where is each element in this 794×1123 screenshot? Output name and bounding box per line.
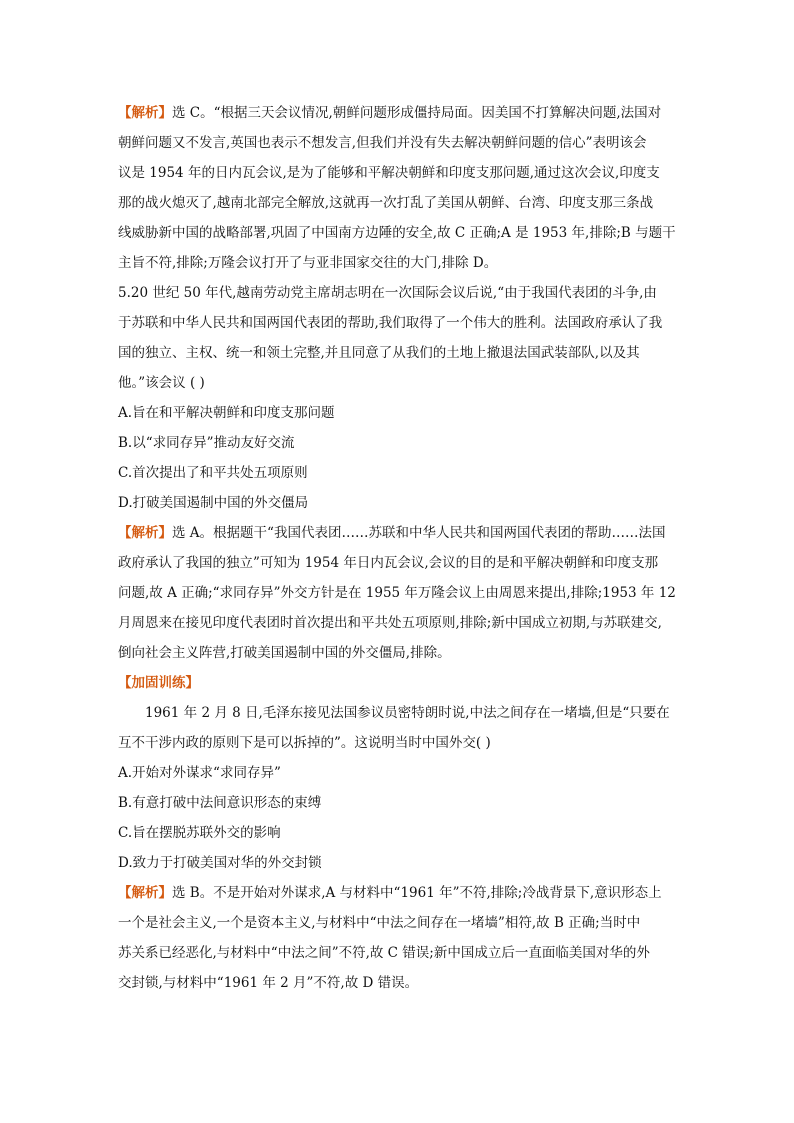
question-stem-line: 他。”该会议 ( )	[118, 375, 205, 391]
option-a: A.开始对外谋求“求同存异”	[118, 765, 281, 781]
text-line: 主旨不符,排除;万隆会议打开了与亚非国家交往的大门,排除 D。	[118, 255, 498, 271]
text-span: 选 C。“根据三天会议情况,朝鲜问题形成僵持局面。因美国不打算解决问题,法国对	[172, 105, 662, 121]
text-line	[118, 98, 680, 128]
text-line: 交封锁,与材料中“1961 年 2 月”不符,故 D 错误。	[118, 975, 419, 991]
reinforce-tag: 【加固训练】	[118, 675, 199, 691]
option-d: D.致力于打破美国对华的外交封锁	[118, 855, 322, 871]
analysis-tag: 【解析】	[118, 885, 172, 901]
text-line: 议是 1954 年的日内瓦会议,是为了能够和平解决朝鲜和印度支那问题,通过这次会议,印度支	[118, 165, 660, 181]
analysis-block-2	[118, 518, 680, 668]
text-line	[118, 878, 680, 908]
analysis-tag: 【解析】	[118, 525, 172, 541]
text-span: 选 B。不是开始对外谋求,A 与材料中“1961 年”不符,排除;冷战背景下,意识形态上	[172, 885, 662, 901]
text-line: 月周恩来在接见印度代表团时首次提出和平共处五项原则,排除;新中国成立初期,与苏联建交,	[118, 615, 662, 631]
option-d: D.打破美国遏制中国的外交僵局	[118, 495, 309, 511]
analysis-tag: 【解析】	[118, 105, 172, 121]
text-line: 线威胁新中国的战略部署,巩固了中国南方边陲的安全,故 C 正确;A 是 1953 年,排除;B 与题干	[118, 225, 676, 241]
reinforce-heading	[118, 668, 680, 698]
question-stem-line: 于苏联和中华人民共和国两国代表团的帮助,我们取得了一个伟大的胜利。法国政府承认了我	[118, 315, 663, 331]
option-a: A.旨在和平解决朝鲜和印度支那问题	[118, 405, 335, 421]
analysis-block-1	[118, 98, 680, 278]
question-stem-line: 5.20 世纪 50 年代,越南劳动党主席胡志明在一次国际会议后说,“由于我国代表团的斗争,由	[118, 285, 657, 301]
text-line: 倒向社会主义阵营,打破美国遏制中国的外交僵局,排除。	[118, 645, 451, 661]
analysis-block-3	[118, 878, 680, 998]
text-line	[118, 518, 680, 548]
question-stem-line: 互不干涉内政的原则下是可以拆掉的”。这说明当时中国外交( )	[118, 735, 491, 751]
question-stem-line: 1961 年 2 月 8 日,毛泽东接见法国参议员密特朗时说,中法之间存在一堵墙,但是“只要在	[145, 705, 670, 721]
question-stem-line: 国的独立、主权、统一和领土完整,并且同意了从我们的土地上撤退法国武装部队,以及其	[118, 345, 640, 361]
option-b: B.有意打破中法间意识形态的束缚	[118, 795, 322, 811]
option-b: B.以“求同存异”推动友好交流	[118, 435, 295, 451]
text-line: 朝鲜问题又不发言,英国也表示不想发言,但我们并没有失去解决朝鲜问题的信心”表明该会	[118, 135, 647, 151]
document-content	[118, 98, 680, 998]
reinforce-section	[118, 668, 680, 878]
text-line: 那的战火熄灭了,越南北部完全解放,这就再一次打乱了美国从朝鲜、台湾、印度支那三条战	[118, 195, 654, 211]
option-c: C.旨在摆脱苏联外交的影响	[118, 825, 281, 841]
text-line: 政府承认了我国的独立”可知为 1954 年日内瓦会议,会议的目的是和平解决朝鲜和印度支那	[118, 555, 659, 571]
text-line: 一个是社会主义,一个是资本主义,与材料中“中法之间存在一堵墙”相符,故 B 正确;当时中	[118, 915, 641, 931]
text-line: 苏关系已经恶化,与材料中“中法之间”不符,故 C 错误;新中国成立后一直面临美国对华的外	[118, 945, 650, 961]
option-c: C.首次提出了和平共处五项原则	[118, 465, 308, 481]
text-span: 选 A。根据题干“我国代表团……苏联和中华人民共和国两国代表团的帮助……法国	[172, 525, 666, 541]
question-5	[118, 278, 680, 518]
text-line: 问题,故 A 正确;“求同存异”外交方针是在 1955 年万隆会议上由周恩来提出,排除;1953 年 12	[118, 585, 676, 601]
